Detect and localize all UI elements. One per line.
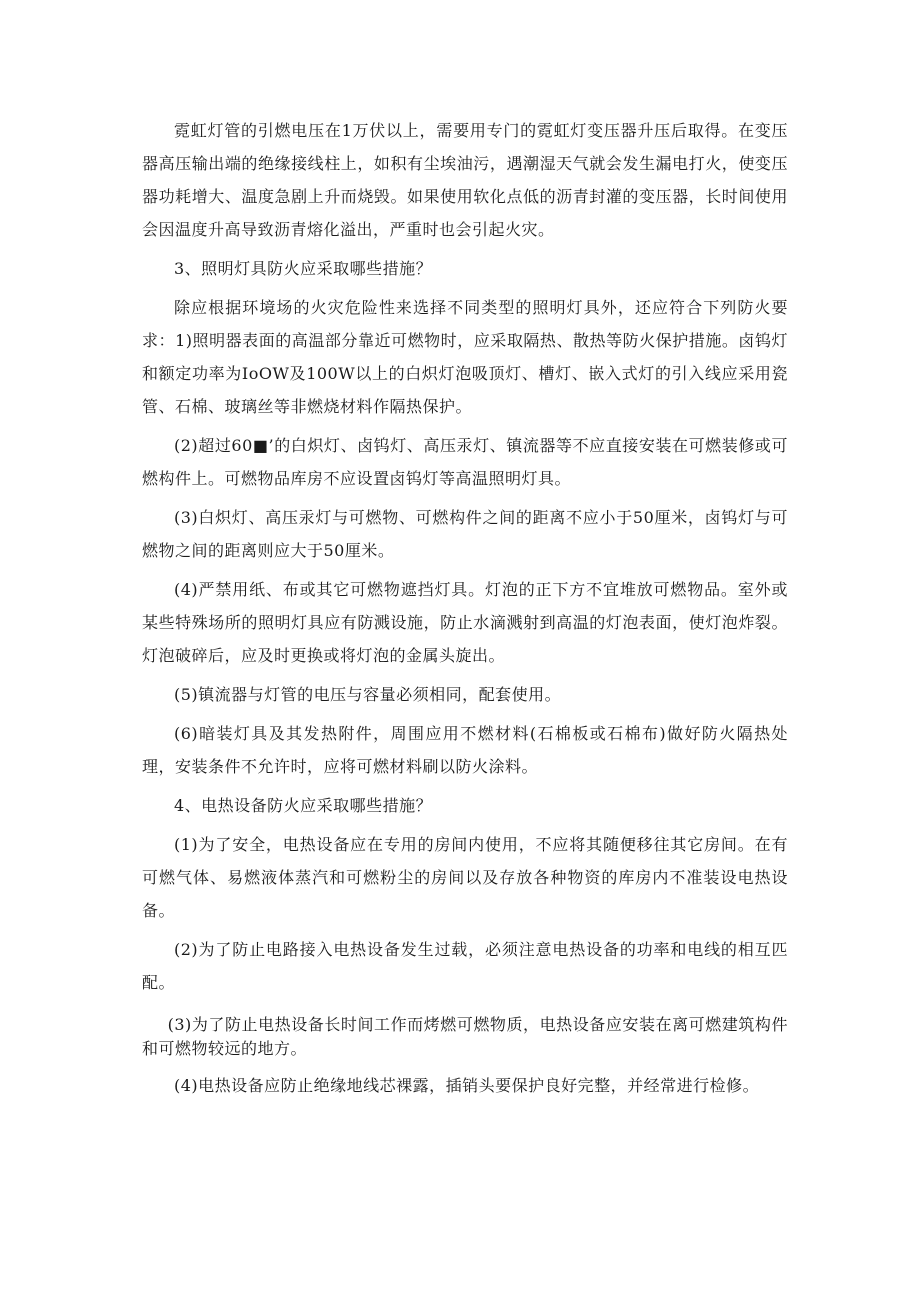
list-item-lighting-5: (5)镇流器与灯管的电压与容量必须相同，配套使用。: [174, 685, 562, 704]
list-item-heating-4: (4)电热设备应防止绝缘地线芯裸露，插销头要保护良好完整，并经常进行检修。: [174, 1076, 760, 1095]
list-item-lighting-6: (6)暗装灯具及其发热附件，周围应用不燃材料(石棉板或石棉布)做好防火隔热处理，安装条件不允许时，应将可燃材料刷以防火涂料。: [142, 724, 788, 776]
list-item-heating-3: (3)为了防止电热设备长时间工作而烤燃可燃物质，电热设备应安装在离可燃建筑构件和可燃物较远的地方。: [142, 1015, 788, 1058]
document-body: [142, 114, 788, 1111]
paragraph-neon-transformer: 霓虹灯管的引燃电压在1万伏以上，需要用专门的霓虹灯变压器升压后取得。在变压器高压输出端的绝缘接线柱上，如积有尘埃油污，遇潮湿天气就会发生漏电打火，使变压器功耗增大、温度急剧上升而烧毁。如果使用软化点低的沥青封灌的变压器，长时间使用会因温度升高导致沥青熔化溢出，严重时也会引起火灾。: [142, 121, 788, 239]
list-item-heating-2: (2)为了防止电路接入电热设备发生过载，必须注意电热设备的功率和电线的相互匹配。: [142, 940, 788, 992]
list-item-lighting-2: (2)超过60■’的白炽灯、卤钨灯、高压汞灯、镇流器等不应直接安装在可燃装修或可燃构件上。可燃物品库房不应设置卤钨灯等高温照明灯具。: [142, 436, 788, 488]
heading-lighting-fire-prevention: 3、照明灯具防火应采取哪些措施？: [174, 259, 433, 278]
list-item-lighting-3: (3)白炽灯、高压汞灯与可燃物、可燃构件之间的距离不应小于50厘米，卤钨灯与可燃物之间的距离则应大于50厘米。: [142, 508, 788, 560]
list-item-lighting-4: (4)严禁用纸、布或其它可燃物遮挡灯具。灯泡的正下方不宜堆放可燃物品。室外或某些特殊场所的照明灯具应有防溅设施，防止水滴溅射到高温的灯泡表面，使灯泡炸裂。灯泡破碎后，应及时更换或将灯泡的金属头旋出。: [142, 580, 788, 665]
list-item-heating-1: (1)为了安全，电热设备应在专用的房间内使用，不应将其随便移往其它房间。在有可燃气体、易燃液体蒸汽和可燃粉尘的房间以及存放各种物资的库房内不准装设电热设备。: [142, 835, 788, 920]
heading-electric-heating-fire-prevention: 4、电热设备防火应采取哪些措施？: [174, 796, 433, 815]
paragraph-lighting-intro: 除应根据环境场的火灾危险性来选择不同类型的照明灯具外，还应符合下列防火要求：1)照明器表面的高温部分靠近可燃物时，应采取隔热、散热等防火保护措施。卤钨灯和额定功率为IoOW及100W以上的白炽灯泡吸顶灯、槽灯、嵌入式灯的引入线应采用瓷管、石棉、玻璃丝等非燃烧材料作隔热保护。: [142, 298, 788, 416]
